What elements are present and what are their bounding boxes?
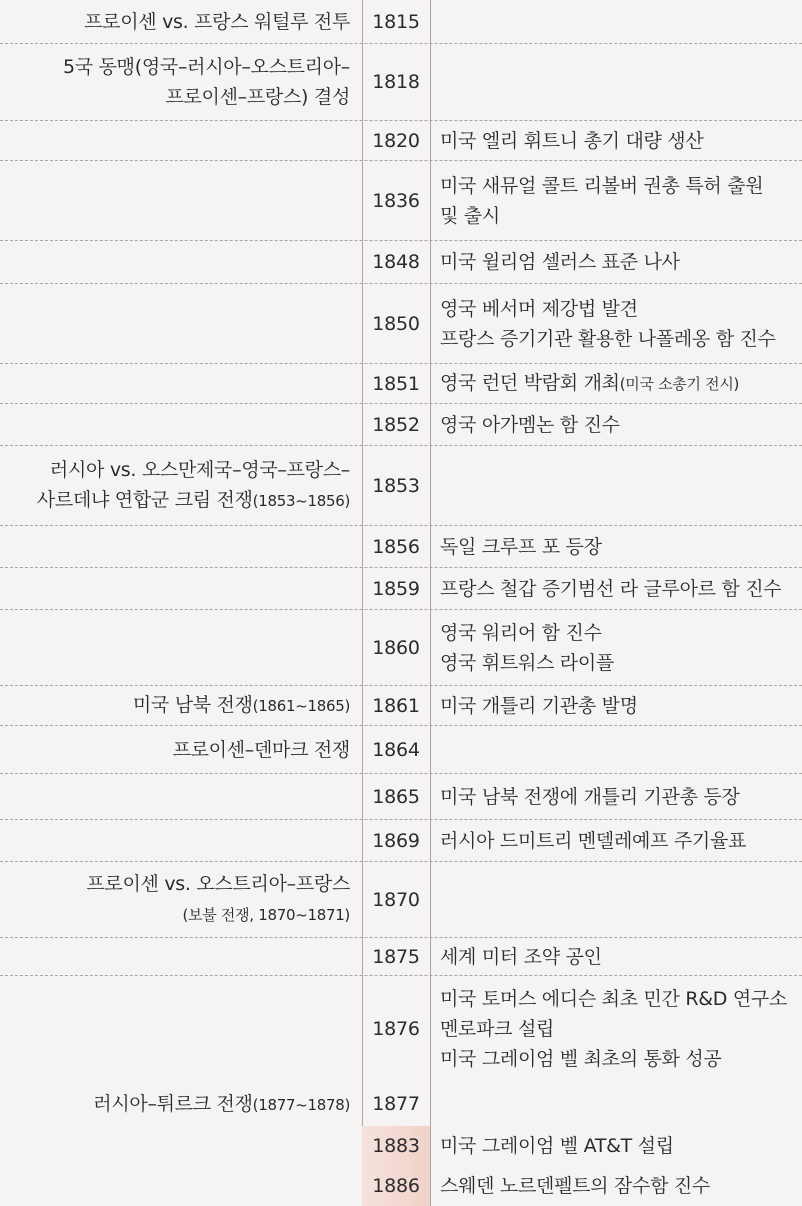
timeline-row-1869 [0, 820, 802, 862]
tech-event [440, 938, 798, 975]
year-label: 1883 [362, 1126, 430, 1166]
tech-event [440, 364, 798, 403]
tech-event [440, 820, 798, 861]
tech-event [440, 976, 798, 1082]
year-label: 1876 [372, 1018, 420, 1040]
tech-event [440, 686, 798, 725]
world-event-text: 프로이센–프랑스) 결성 [165, 86, 350, 108]
timeline-row-1860 [0, 610, 802, 686]
tech-event [440, 241, 798, 283]
tech-event [440, 1166, 798, 1206]
year-label: 1851 [372, 372, 420, 395]
timeline-row-1877 [0, 1082, 802, 1126]
timeline-row-1856 [0, 526, 802, 568]
year-label: 1836 [372, 189, 420, 212]
world-event-text: 미국 남북 전쟁 [132, 694, 253, 716]
world-event-text: 프로이센 vs. 오스트리아–프랑스 [86, 873, 350, 895]
tech-event-text: 멘로파크 설립 [440, 1018, 555, 1040]
tech-event [440, 610, 798, 685]
year-label: 1820 [372, 129, 420, 152]
tech-event-text: 미국 윌리엄 셀러스 표준 나사 [440, 251, 680, 273]
timeline-row-1875 [0, 938, 802, 976]
world-event-text: 러시아–튀르크 전쟁 [93, 1092, 253, 1115]
tech-event-text: 프랑스 철갑 증기범선 라 글루아르 함 진수 [440, 577, 782, 600]
world-event-note: (1853~1856) [252, 492, 350, 510]
tech-event-text: 영국 아가멤논 함 진수 [440, 413, 620, 436]
timeline-row-1883 [0, 1126, 802, 1166]
timeline-row-1861 [0, 686, 802, 726]
tech-event [440, 568, 798, 609]
year-label: 1865 [372, 785, 420, 808]
timeline-row-1815 [0, 0, 802, 44]
timeline-row-1852 [0, 404, 802, 446]
world-event [0, 726, 356, 773]
timeline-row-1853 [0, 446, 802, 526]
tech-event-text: 미국 토머스 에디슨 최초 민간 R&D 연구소 [440, 988, 787, 1010]
tech-event-text: 미국 남북 전쟁에 개틀리 기관총 등장 [440, 785, 740, 808]
timeline-row-1865 [0, 774, 802, 820]
tech-event-text: 프랑스 증기기관 활용한 나폴레옹 함 진수 [440, 327, 776, 350]
tech-event-text: 영국 휘트워스 라이플 [440, 651, 614, 674]
year-label: 1861 [372, 694, 420, 717]
timeline-row-1836 [0, 161, 802, 241]
year-label: 1886 [362, 1166, 430, 1206]
tech-event-text: 독일 크루프 포 등장 [440, 535, 602, 558]
timeline-row-1864 [0, 726, 802, 774]
tech-event-text: 러시아 드미트리 멘델레예프 주기율표 [440, 829, 747, 852]
tech-event [440, 774, 798, 819]
world-event [0, 862, 356, 937]
year-label: 1853 [372, 474, 420, 497]
world-event-text: 프로이센–덴마크 전쟁 [172, 738, 350, 761]
timeline-row-1876 [0, 976, 802, 1082]
tech-event [440, 161, 798, 240]
timeline-row-1850 [0, 284, 802, 364]
world-event-note: (1877~1878) [252, 1095, 350, 1114]
year-label: 1870 [372, 888, 420, 911]
year-label: 1877 [372, 1093, 420, 1115]
tech-event-text: 미국 새뮤얼 콜트 리볼버 권총 특허 출원 [440, 174, 764, 197]
tech-event-text: 미국 그레이엄 벨 최초의 통화 성공 [440, 1048, 722, 1070]
tech-event-text: 영국 베서머 제강법 발견 [440, 297, 638, 320]
world-event [0, 1082, 356, 1126]
year-label: 1859 [372, 577, 420, 600]
timeline-row-1818 [0, 44, 802, 121]
tech-event-text: 영국 런던 박람회 개최 [440, 372, 620, 394]
timeline-row-1820 [0, 121, 802, 161]
tech-event-text: 스웨덴 노르덴펠트의 잠수함 진수 [440, 1175, 710, 1197]
year-label: 1875 [372, 945, 420, 968]
world-event [0, 686, 356, 725]
tech-event-note: (미국 소총기 전시) [619, 375, 740, 393]
world-event-text: 러시아 vs. 오스만제국–영국–프랑스– [49, 459, 350, 481]
world-event [0, 44, 356, 120]
year-label: 1864 [372, 738, 420, 761]
tech-event [440, 404, 798, 445]
timeline-row-1870 [0, 862, 802, 938]
world-event [0, 0, 356, 43]
year-label: 1856 [372, 535, 420, 558]
tech-event-text: 미국 그레이엄 벨 AT&T 설립 [440, 1135, 674, 1157]
tech-event [440, 284, 798, 363]
world-event-text: 사르데냐 연합군 크림 전쟁 [36, 489, 253, 511]
world-event [0, 446, 356, 525]
year-label: 1850 [372, 312, 420, 335]
world-event-text: 프로이센 vs. 프랑스 워털루 전투 [84, 10, 350, 33]
tech-event [440, 1126, 798, 1166]
tech-event-text: 영국 워리어 함 진수 [440, 621, 602, 644]
year-label: 1869 [372, 829, 420, 852]
year-label: 1818 [372, 71, 420, 93]
timeline-row-1848 [0, 241, 802, 284]
year-label: 1848 [372, 251, 420, 273]
world-event-note: (보불 전쟁, 1870~1871) [182, 906, 350, 924]
tech-event-text: 미국 개틀리 기관총 발명 [440, 694, 638, 717]
year-label: 1815 [372, 10, 420, 33]
tech-event-text: 세계 미터 조약 공인 [440, 945, 602, 968]
world-event-note: (1861~1865) [252, 697, 350, 715]
year-label: 1852 [372, 413, 420, 436]
tech-event [440, 121, 798, 160]
tech-event-text: 및 출시 [440, 204, 500, 227]
tech-event-text: 미국 엘리 휘트니 총기 대량 생산 [440, 129, 704, 152]
world-event-text: 5국 동맹(영국–러시아–오스트리아– [63, 56, 350, 78]
tech-event [440, 526, 798, 567]
year-label: 1860 [372, 636, 420, 659]
timeline-row-1851 [0, 364, 802, 404]
timeline-row-1859 [0, 568, 802, 610]
timeline-row-1886 [0, 1166, 802, 1206]
